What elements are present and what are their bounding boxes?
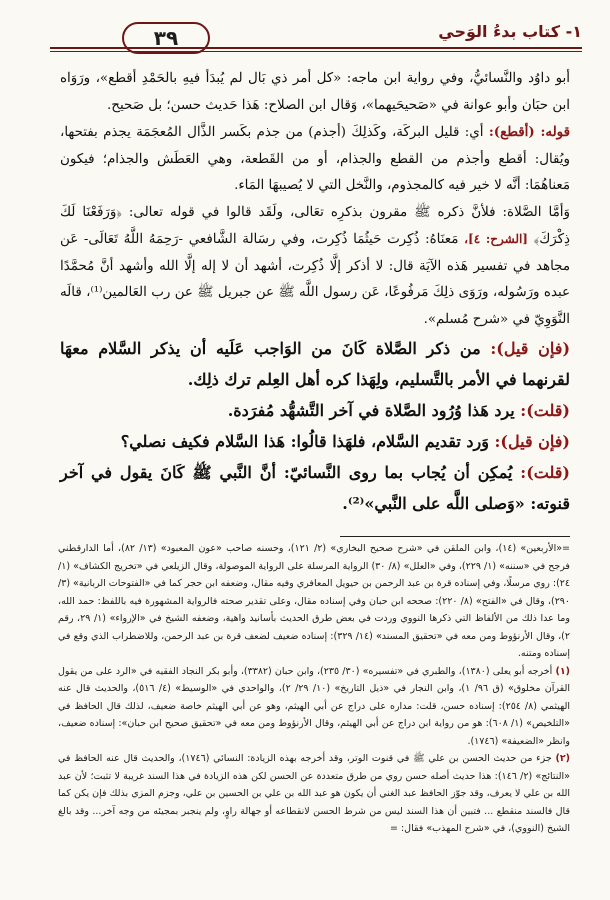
paragraph-text: مَعنَاهُ: ذُكِرت حَيثُمَا ذُكِرت، وفي رسَالة الشَّافعي -رَحِمَهُ اللَّهُ تَعَالَى- عَن مجاهد في تفسير هَذه الآيَة قال: لا أذكر إلَّا ذُكِرت، أشهد أن لا إله إلَّا الله وأشهد أنَّ مُحمَّدًا عبده ورَسُوله، ورَوَى ذلِكَ مَرفُوعًا، عَن رسول اللَّه ﷺ عن جبريل ﷺ عن رب العَالمين⁽¹⁾، قالَه النَّوَوِيّ في «شرح مُسلم».	[60, 232, 571, 327]
page-number: ٣٩	[122, 22, 210, 54]
section-label: (فإن قيل):	[490, 339, 571, 358]
paragraph-text: يُمكِن أن يُجاب بما روى النَّسائيّ: أنَّ النَّبي ﷺ كَانَ يقول في آخر قنوته: «وَصلى اللَّه على النَّبي»⁽²⁾.	[60, 463, 570, 513]
paragraph	[60, 426, 570, 457]
footnote-rule	[340, 536, 570, 537]
section-label: (قلت):	[520, 463, 570, 482]
section-label: (فإن قيل):	[494, 432, 570, 451]
header-rule	[50, 47, 582, 49]
footnote-text: أخرجه أبو يعلى (١٣٨٠)، والطبري في «تفسيره» (٣٠/ ٢٣٥)، وابن حبان (٣٣٨٢)، وأبو بكر النجاد الفقيه في «الرد على من يقول القرآن مخلوق» (ق ٩٦/ ١)، وابن النجار في «ذيل التاريخ» (١٠/ ٢٩/ ٢)، والواحدي في «الوسيط» (٤/ ٥١٦)، والحديث قال عنه الهيثمي (٨/ ٢٥٤): إسناده حسن، قلت: مداره على دراج عن أبي الهيثم، وهو عن أبي الهيثم خاصة ضعيف، لذلك قال الحافظ في «التلخيص» (١/ ٦٠٨): هو من رواية ابن دراج عن أبي الهيثم، وقال الأرنؤوط ومن معه في «تحقيق صحيح ابن حبان»: إسناده ضعيف، وانظر «الضعيفة» (١٧٤٦).	[58, 665, 570, 747]
main-text	[60, 66, 570, 519]
section-label: قوله: (أقطع):	[488, 124, 570, 140]
paragraph	[60, 333, 570, 395]
footnotes	[58, 540, 570, 838]
paragraph	[60, 457, 570, 519]
paragraph-text: وَرد تقديم السَّلام، فلهَذا قالُوا: هَذا السَّلام فكيف نصلي؟	[120, 432, 495, 451]
verse-reference: [الشرح: ٤]،	[464, 232, 528, 246]
paragraph	[60, 395, 570, 426]
paragraph	[60, 119, 570, 200]
footnote	[58, 663, 570, 751]
footnote-number: (٢)	[555, 753, 570, 764]
paragraph	[60, 200, 570, 334]
footnote-continuation: =«الأربعين» (١٤)، وابن الملقن في «شرح صحيح البخاري» (٢/ ١٢١)، وحسنه صاحب «عون المعبود» (١٣/ ٨٢)، أما الدارقطني فرجح في «سننه» (١/ ٢٢٩)، وفي «العلل» (٨/ ٣٠) الرواية المرسلة على الرواية الموصولة، وقال الزيلعي في «تخريج الكشاف» (١/ ٢٤): روي مرسلًا، وفي إسناده قرة بن عبد الرحمن بن حيويل المعافري وفيه مقال، وضعفه ابن حجر كما في «الفتوحات الربانية» (٣/ ٢٩٠)، وقال في «الفتح» (٨/ ٢٢٠): صححه ابن حبان وفي إسناده مقال، وعلى تقدير صحته فالرواية المشهورة فيه باللفظ: حمد الله، وما عدا ذلك من الألفاظ التي ذكرها النووي وردت في بعض طرق الحديث بأسانيد واهية، وضعفه الشيخ في «الإرواء» (١/ ٢٩، رقم ٢)، وقال الأرنؤوط ومن معه في «تحقيق المسند» (١٤/ ٣٢٩): إسناده ضعيف لضعف قرة بن عبد الرحمن، وللاضطراب الذي وقع في إسناده ومتنه.	[58, 543, 570, 659]
paragraph-text: من ذكر الصَّلاة كَانَ من الوَاجب عَلَيه أن يذكر السَّلام معهَا لقرنهما في الأمر بالتَّسليم، ولِهَذا كره أهل العِلم ترك ذلِك.	[60, 339, 570, 389]
paragraph-text: أبو داوُد والنَّسائيُّ، وفي رواية ابن ماجه: «كل أمر ذي بَال لم يُبدَأ فيهِ بالحَمْدِ أقطع»، ورَوَاه ابن حبَان وأبو عوانة في «صَحيحَيهما»، وَقال ابن الصلاح: هَذا حَديث حسن؛ بل صَحيح.	[60, 71, 570, 113]
footnote	[58, 750, 570, 838]
paragraph-text: أي: قليل البركَة، وكَذلِكَ (أجذم) من جذم بكَسر الذَّال المُعجَمَة يجذم بفتحها، ويُقال: أقطع وأجذم من القطع والجذام، أو من القَطعة، وهي العَطَش والجذام؛ فيكون مَعناهُمَا: أنَّه لا خير فيه كالمجذوم، والنَّخل التي لا يُصيبهَا المَاء.	[60, 125, 570, 193]
header-rule-thin	[50, 51, 582, 52]
footnote-number: (١)	[555, 665, 570, 677]
paragraph-text: وَأمَّا الصَّلاة: فلأنَّ ذكره ﷺ مقرون بذكرِه تعَالى، ولَقَد قالوا في قوله تعالى: ﴿وَرَفَعْنَا لَكَ ذِكْرَكَ﴾	[60, 204, 570, 247]
running-title: ١- كتاب بدءُ الوَحي	[438, 22, 582, 41]
paragraph-text: يرد هَذا وُرُود الصَّلاة في آخر التَّشهُّد مُفرَدة.	[227, 401, 521, 420]
section-label: (قلت):	[520, 401, 570, 420]
footnote-text: جزء من حديث الحسن بن علي ﷺ في قنوت الوتر، وقد أخرجه بهذه الزيادة: النسائي (١٧٤٦)، والحديث قال عنه الحافظ في «النتائج» (٢/ ١٤٦): هذا حديث أصله حسن روي من طرق متعددة عن الحسن لكن هذه الزيادة في هذا السند غريبة لا تثبت؛ لأن عبد الله بن علي لا يعرف، وقد جوّز الحافظ عبد الغني أن يكون هو عبد الله بن علي بن الحسين بن علي، وجزم المزي بذلك فإن يكن كما قال فالسند منقطع ... فتبين أن هذا السند ليس من شرط الحسن لانقطاعه أو جهالة راوٍ، ولم ينجبر بمجيئه من وجه آخر... وقد بالغ الشيخ (النووي)، في «شرح المهذب» فقال: =	[58, 753, 570, 834]
paragraph	[60, 66, 570, 119]
